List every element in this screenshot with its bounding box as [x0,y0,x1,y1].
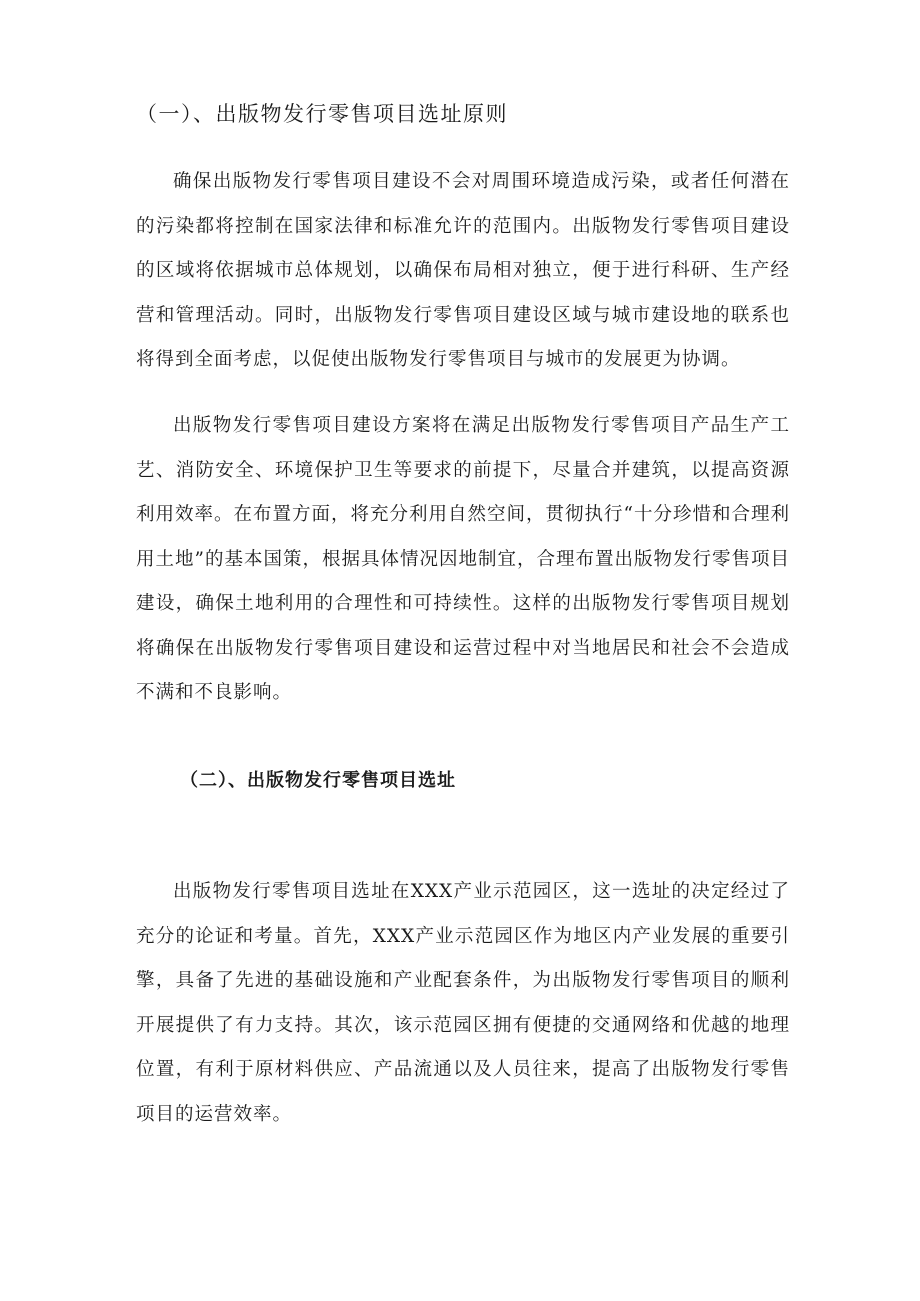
paragraph-site-location: 出版物发行零售项目选址在XXX产业示范园区，这一选址的决定经过了充分的论证和考量。首先，XXX产业示范园区作为地区内产业发展的重要引擎，具备了先进的基础设施和产业配套条件，为出版物发行零售项目的顺利开展提供了有力支持。其次，该示范园区拥有便捷的交通网络和优越的地理位置，有利于原材料供应、产品流通以及人员往来，提高了出版物发行零售项目的运营效率。 [136,881,790,1125]
section-heading-site-selection: （二）、出版物发行零售项目选址 [180,770,456,791]
paragraph-construction-plan: 出版物发行零售项目建设方案将在满足出版物发行零售项目产品生产工艺、消防安全、环境保护卫生等要求的前提下，尽量合并建筑，以提高资源利用效率。在布置方面，将充分利用自然空间，贯彻执行“十分珍惜和合理利用土地”的基本国策，根据具体情况因地制宜，合理布置出版物发行零售项目建设，确保土地利用的合理性和可持续性。这样的出版物发行零售项目规划将确保在出版物发行零售项目建设和运营过程中对当地居民和社会不会造成不满和不良影响。 [136,415,790,703]
paragraph-environment: 确保出版物发行零售项目建设不会对周围环境造成污染，或者任何潜在的污染都将控制在国家法律和标准允许的范围内。出版物发行零售项目建设的区域将依据城市总体规划，以确保布局相对独立，便于进行科研、生产经营和管理活动。同时，出版物发行零售项目建设区域与城市建设地的联系也将得到全面考虑，以促使出版物发行零售项目与城市的发展更为协调。 [136,171,790,370]
section-heading-site-principles: （一）、出版物发行零售项目选址原则 [136,102,508,126]
